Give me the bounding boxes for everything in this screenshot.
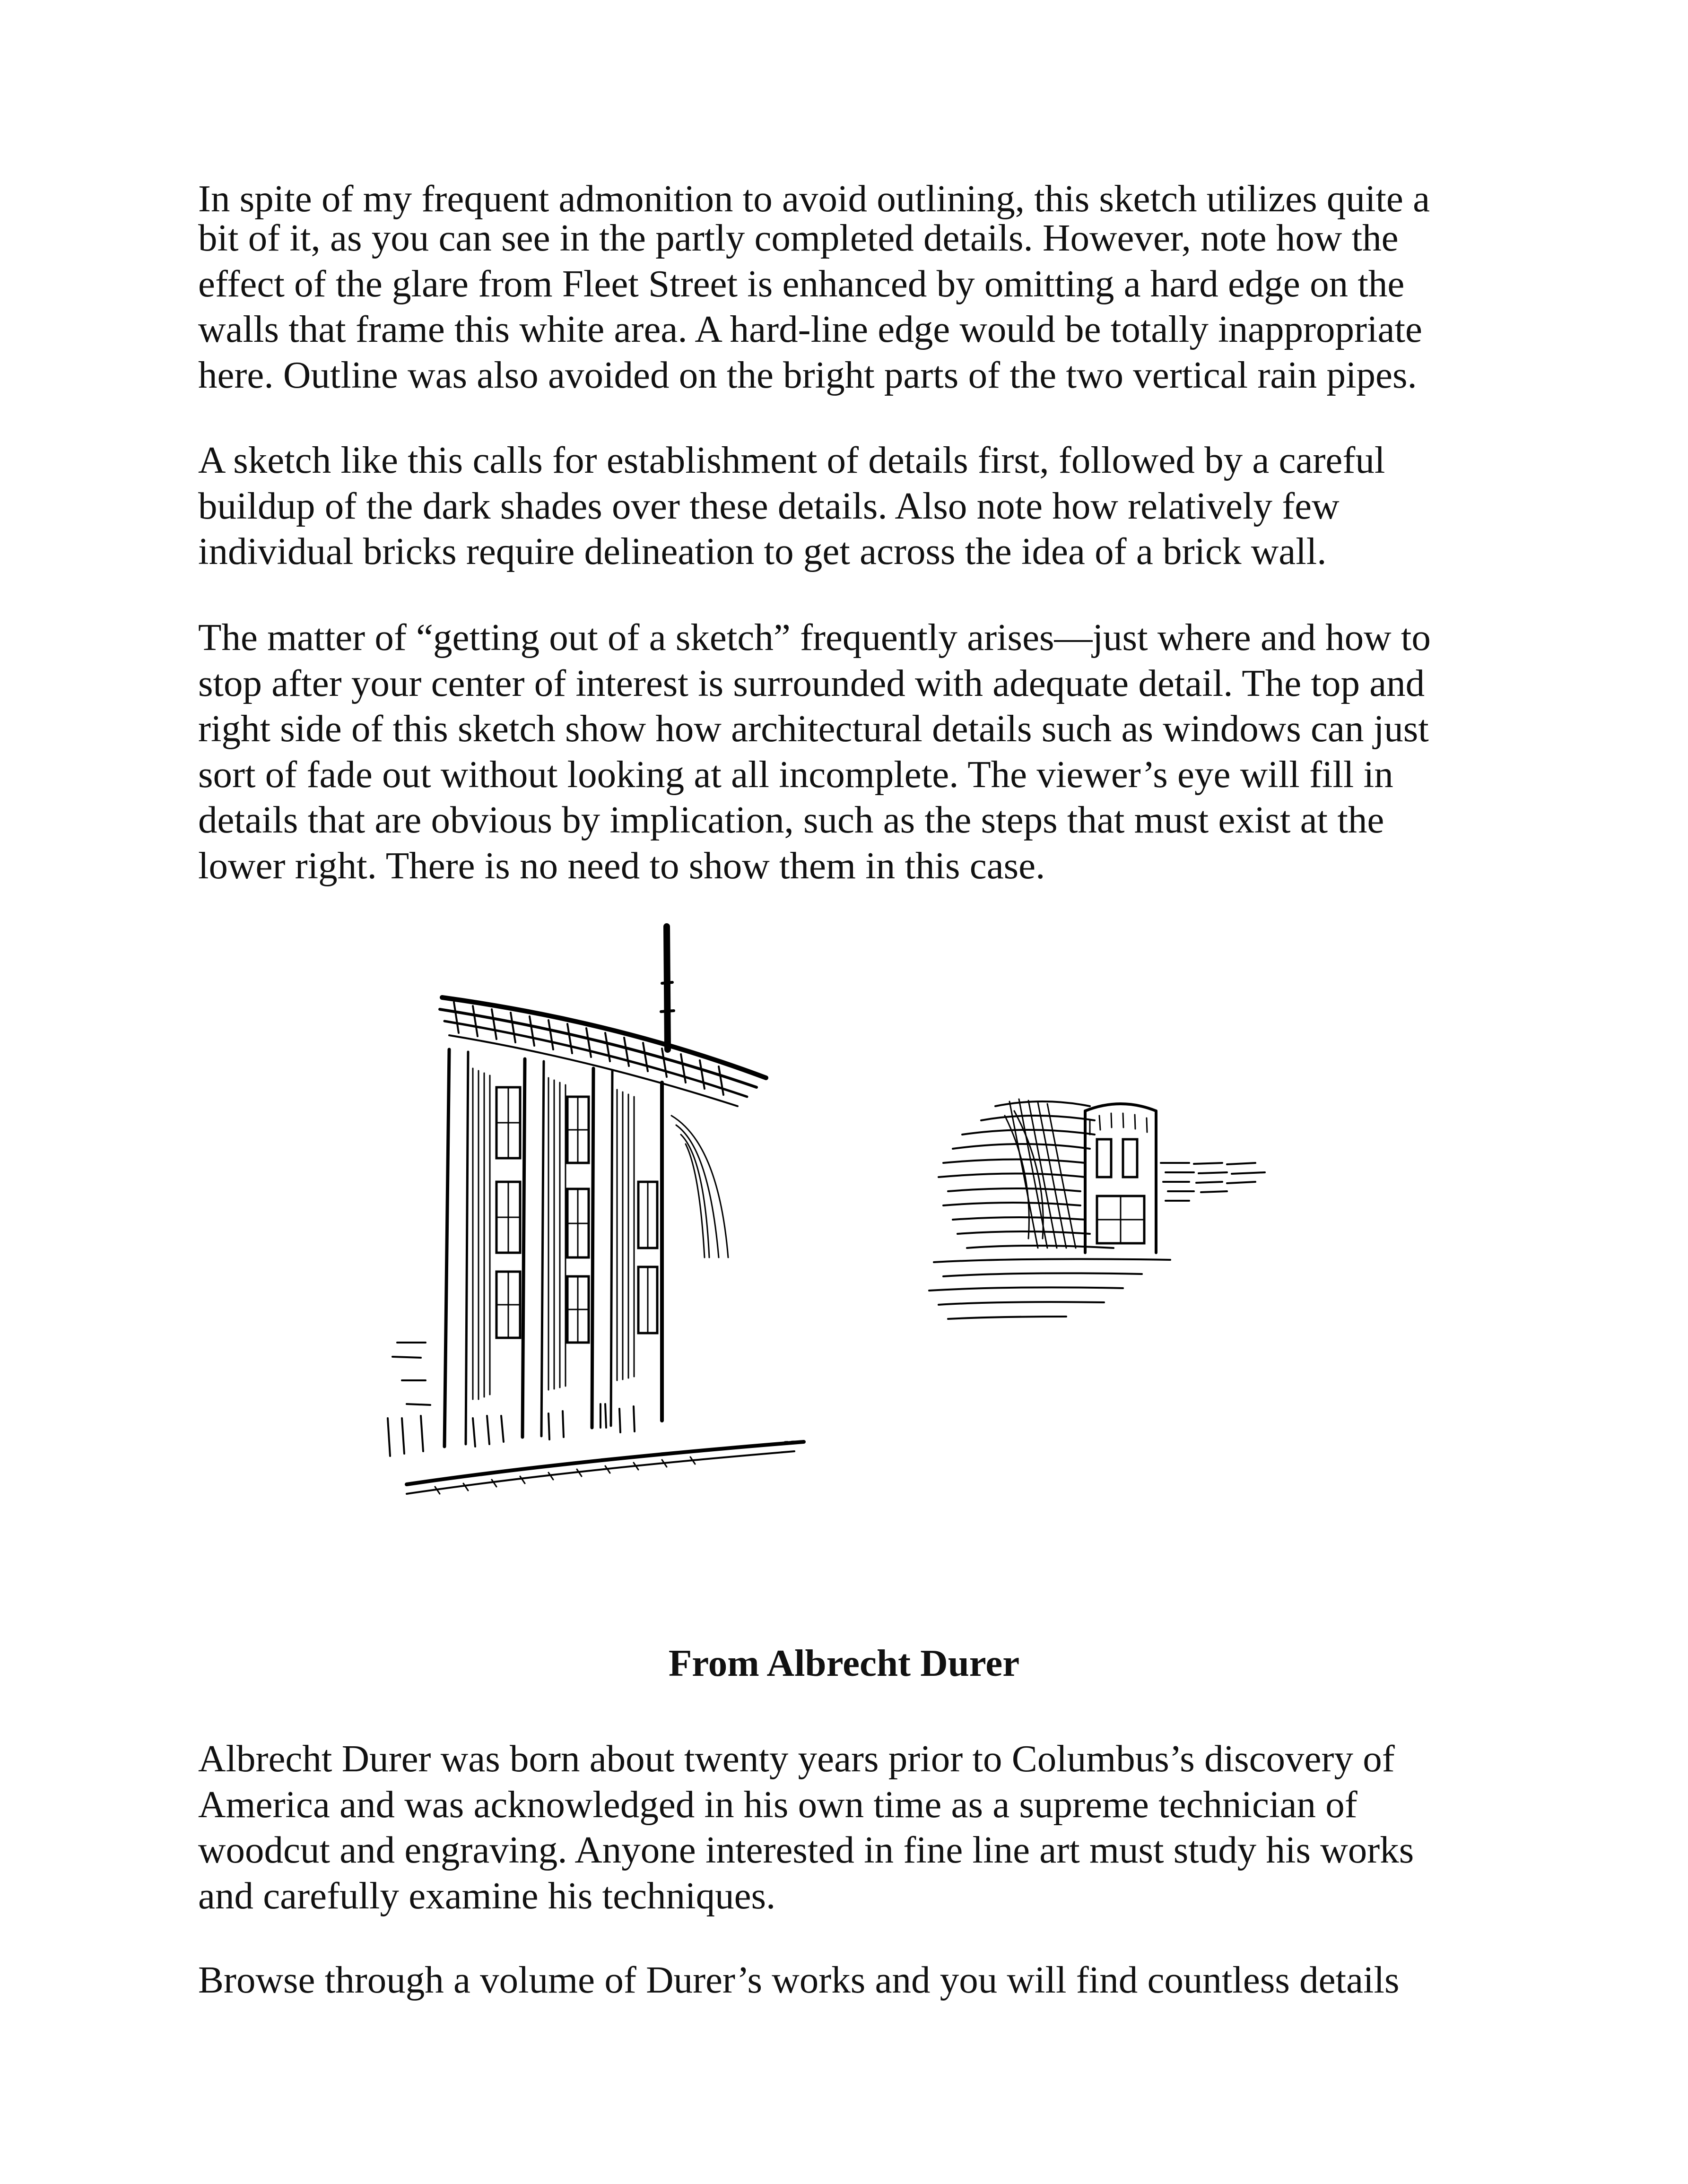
top-cut-line: In spite of my frequent admonition to avoid outlining, this sketch utilizes quite a [198, 177, 1430, 220]
paragraph-4-line: and carefully examine his techniques. [198, 1874, 776, 1917]
paragraph-2-line: A sketch like this calls for establishment of details first, followed by a careful [198, 439, 1385, 481]
paragraph-1-line: bit of it, as you can see in the partly completed details. However, note how the [198, 217, 1399, 259]
paragraph-2-line: individual bricks require delineation to get across the idea of a brick wall. [198, 530, 1327, 572]
paragraph-1-line: here. Outline was also avoided on the bright parts of the two vertical rain pipes. [198, 353, 1417, 396]
paragraph-4-line: woodcut and engraving. Anyone interested in fine line art must study his works [198, 1829, 1414, 1871]
building-facade-sketch [378, 927, 827, 1541]
section-heading: From Albrecht Durer [668, 1642, 1020, 1684]
paragraph-3-line: The matter of “getting out of a sketch” frequently arises—just where and how to [198, 616, 1431, 659]
paragraph-3-line: stop after your center of interest is surrounded with adequate detail. The top and [198, 661, 1425, 704]
paragraph-3 [198, 615, 1503, 888]
paragraph-2-line: buildup of the dark shades over these details. Also note how relatively few [198, 484, 1340, 527]
paragraph-1-line: effect of the glare from Fleet Street is enhanced by omitting a hard edge on the [198, 262, 1405, 305]
top-cut-line-clip [0, 177, 1688, 220]
bottom-cut-line: Browse through a volume of Durer’s works and you will find countless details [198, 1959, 1400, 2001]
paragraph-1 [198, 215, 1503, 398]
paragraph-3-line: right side of this sketch show how architectural details such as windows can just [198, 707, 1429, 750]
paragraph-3-line: sort of fade out without looking at all incomplete. The viewer’s eye will fill in [198, 753, 1393, 796]
paragraph-2 [198, 437, 1503, 574]
bottom-cut-line-clip [0, 1957, 1688, 2001]
paragraph-4-line: Albrecht Durer was born about twenty years prior to Columbus’s discovery of [198, 1737, 1395, 1780]
paragraph-3-line: details that are obvious by implication, such as the steps that must exist at the [198, 798, 1384, 841]
paragraph-1-line: walls that frame this white area. A hard-line edge would be totally inappropriate [198, 308, 1422, 350]
paragraph-4 [198, 1736, 1503, 1918]
paragraph-4-line: America and was acknowledged in his own time as a supreme technician of [198, 1783, 1357, 1826]
paragraph-3-line: lower right. There is no need to show them in this case. [198, 844, 1045, 887]
small-building-sketch [924, 1078, 1303, 1343]
